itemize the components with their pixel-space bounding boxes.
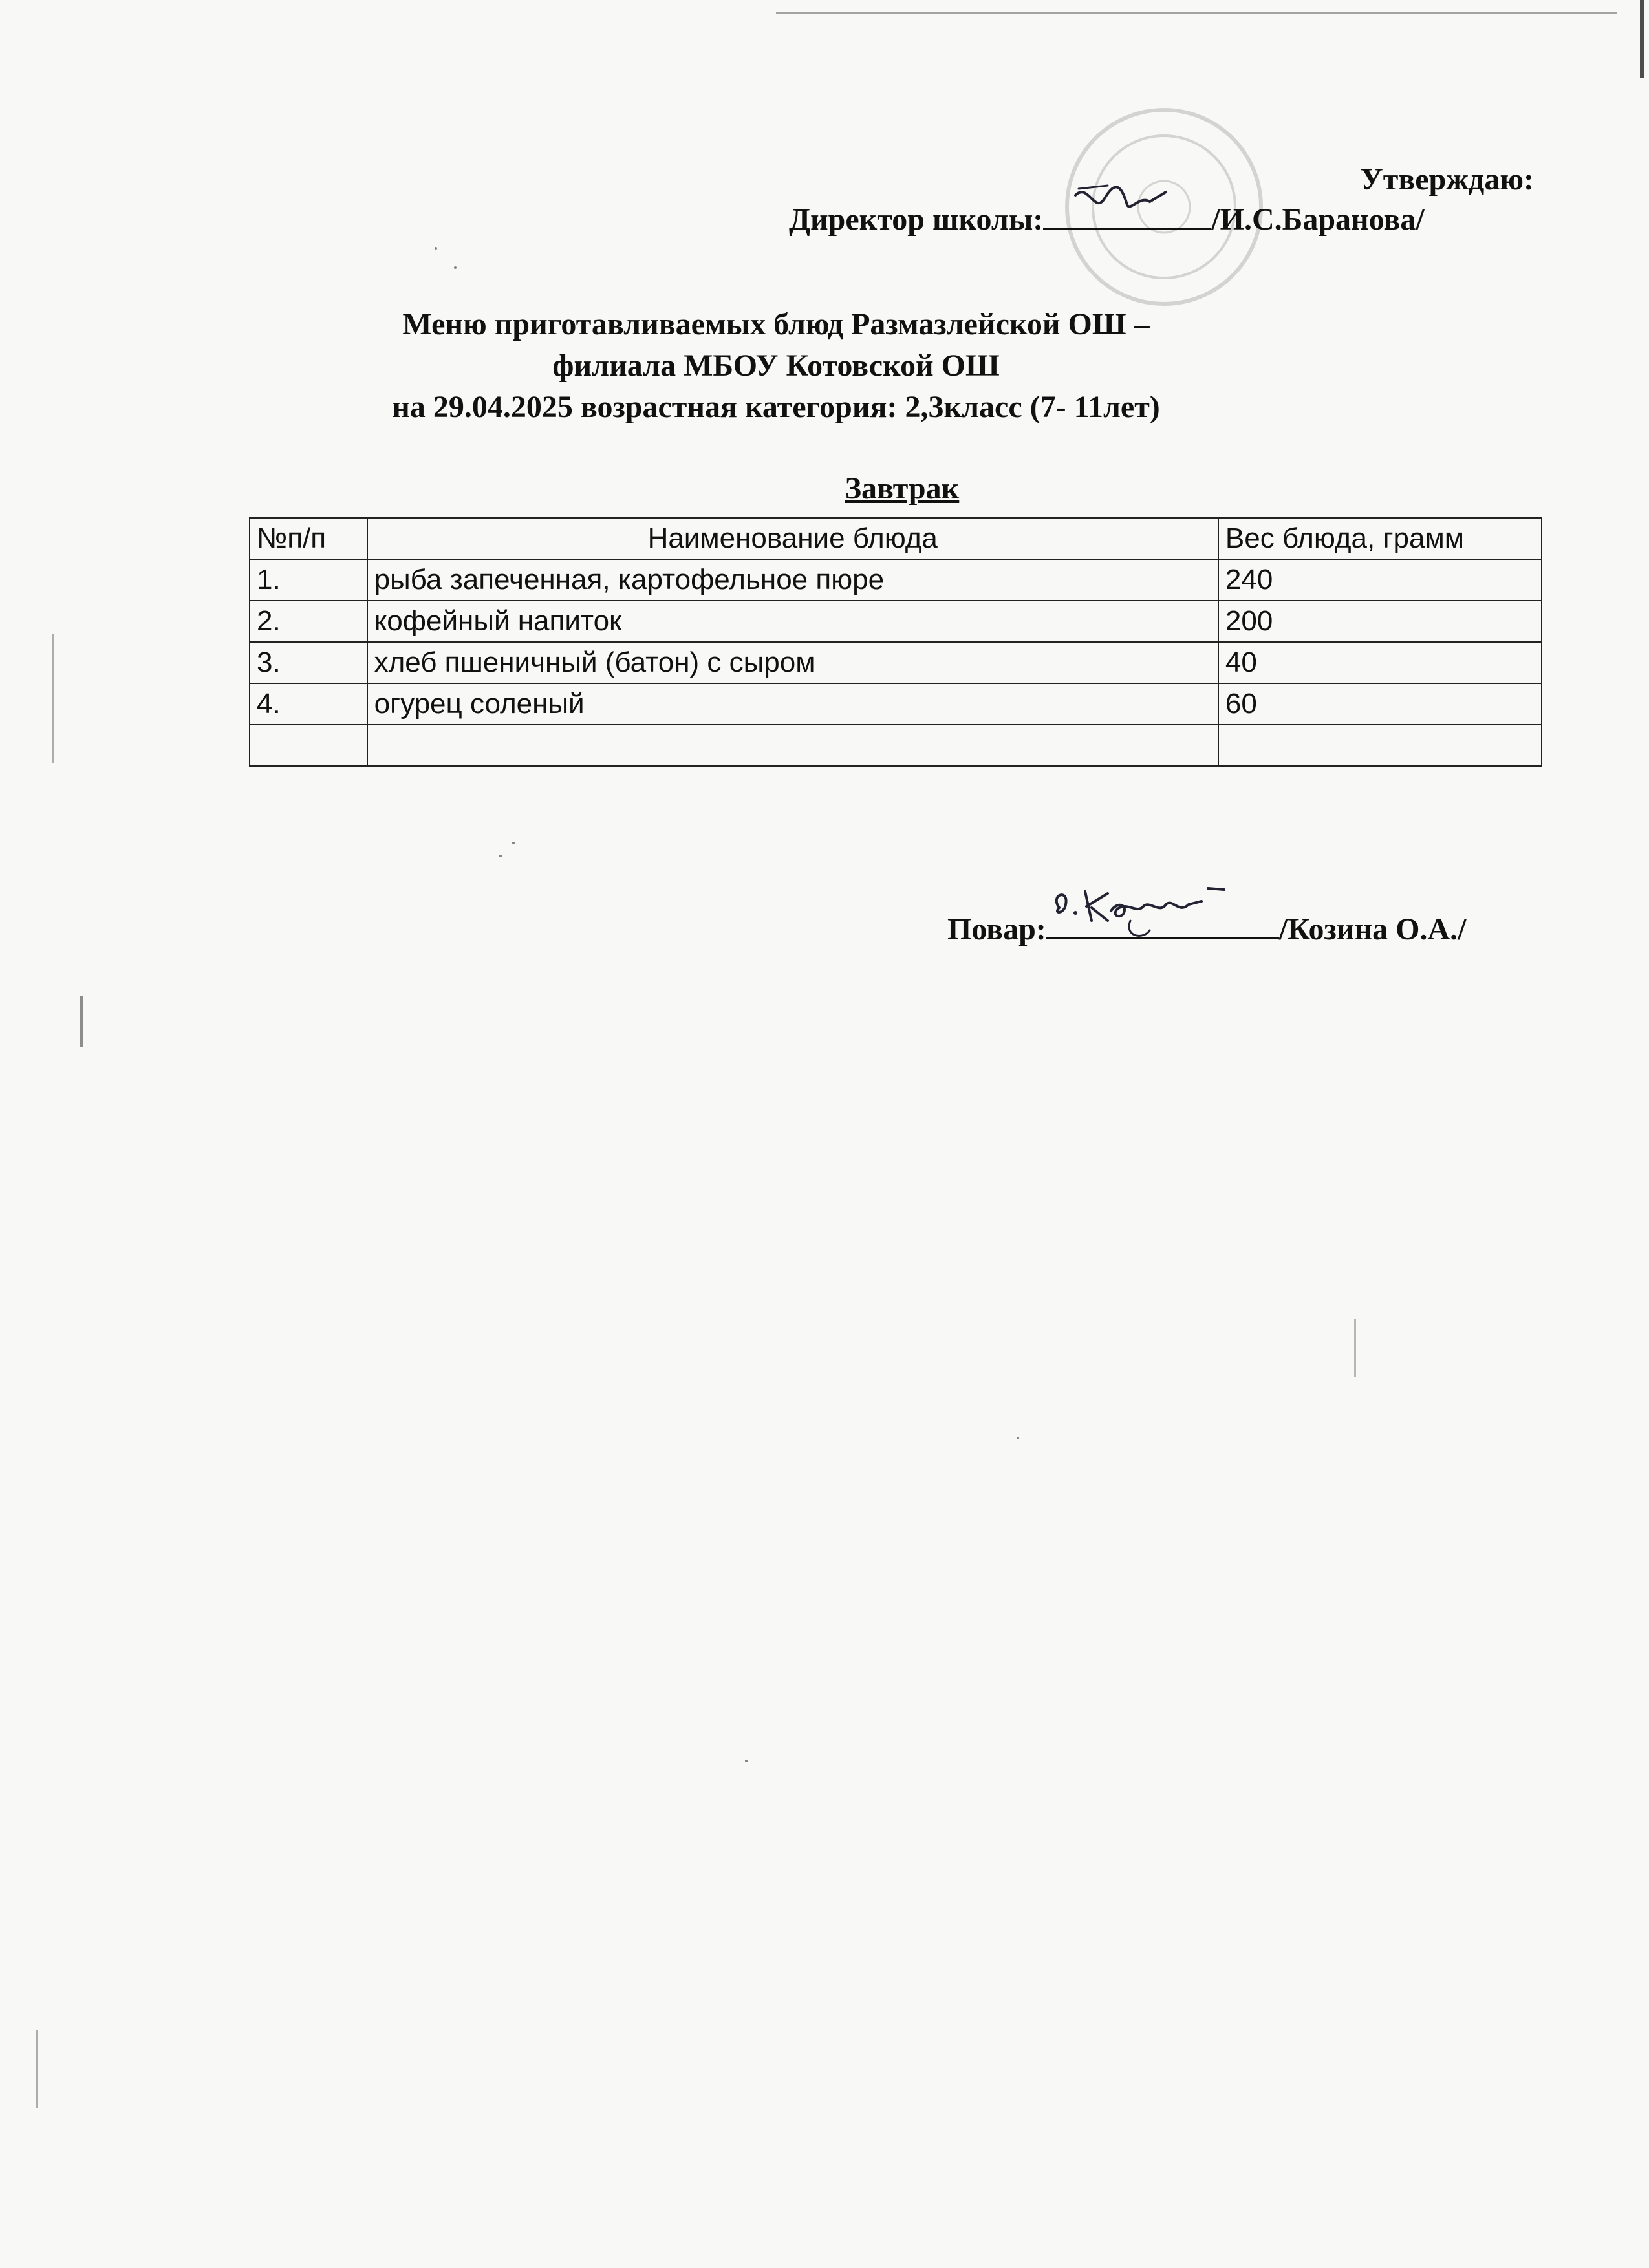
menu-title-line-1: Меню приготавливаемых блюд Размазлейской ОШ – [402, 307, 1150, 341]
scan-speck [512, 842, 515, 844]
row-number: 3. [250, 642, 367, 683]
row-dish-name: рыба запеченная, картофельное пюре [367, 559, 1218, 601]
scan-speck [435, 247, 437, 250]
row-number: 4. [250, 683, 367, 725]
scan-edge-left-1 [52, 634, 54, 763]
table-row [250, 601, 1542, 642]
scan-edge-right-2 [1354, 1319, 1356, 1377]
header-weight: Вес блюда, грамм [1218, 518, 1542, 559]
table-row [250, 559, 1542, 601]
scan-speck [454, 266, 457, 269]
row-dish-name: хлеб пшеничный (батон) с сыром [367, 642, 1218, 683]
menu-title [246, 304, 1306, 428]
header-dish-name: Наименование блюда [367, 518, 1218, 559]
scan-edge-right [1640, 0, 1644, 78]
section-title-breakfast: Завтрак [845, 471, 960, 506]
row-number: 2. [250, 601, 367, 642]
director-signature-blank [1043, 202, 1211, 230]
director-name: /И.С.Баранова/ [1211, 202, 1425, 237]
director-label: Директор школы: [789, 202, 1044, 237]
row-weight: 200 [1218, 601, 1542, 642]
row-weight: 240 [1218, 559, 1542, 601]
cook-signature-line [947, 912, 1466, 947]
row-weight [1218, 725, 1542, 766]
scan-speck [745, 1760, 748, 1762]
scan-speck [499, 855, 502, 857]
director-signature [1069, 176, 1185, 228]
table-row-empty [250, 725, 1542, 766]
table-row [250, 683, 1542, 725]
table-row [250, 642, 1542, 683]
row-weight: 40 [1218, 642, 1542, 683]
cook-signature-blank [1046, 912, 1279, 939]
scan-edge-top [776, 12, 1617, 14]
scan-edge-left-2 [80, 996, 83, 1047]
menu-title-line-2: филиала МБОУ Котовской ОШ [552, 348, 1000, 383]
row-weight: 60 [1218, 683, 1542, 725]
row-dish-name: огурец соленый [367, 683, 1218, 725]
row-dish-name [367, 725, 1218, 766]
row-number: 1. [250, 559, 367, 601]
menu-title-line-3: на 29.04.2025 возрастная категория: 2,3класс (7- 11лет) [392, 390, 1160, 424]
cook-label: Повар: [947, 912, 1046, 947]
cook-signature [1046, 875, 1279, 947]
header-number: №п/п [250, 518, 367, 559]
table-header-row [250, 518, 1542, 559]
row-number [250, 725, 367, 766]
scan-speck [1017, 1437, 1019, 1439]
approval-label: Утверждаю: [1360, 162, 1534, 197]
scan-edge-left-3 [36, 2030, 38, 2108]
row-dish-name: кофейный напиток [367, 601, 1218, 642]
director-signature-line [789, 202, 1425, 237]
cook-name: /Козина О.А./ [1278, 912, 1467, 947]
menu-table [249, 517, 1542, 767]
